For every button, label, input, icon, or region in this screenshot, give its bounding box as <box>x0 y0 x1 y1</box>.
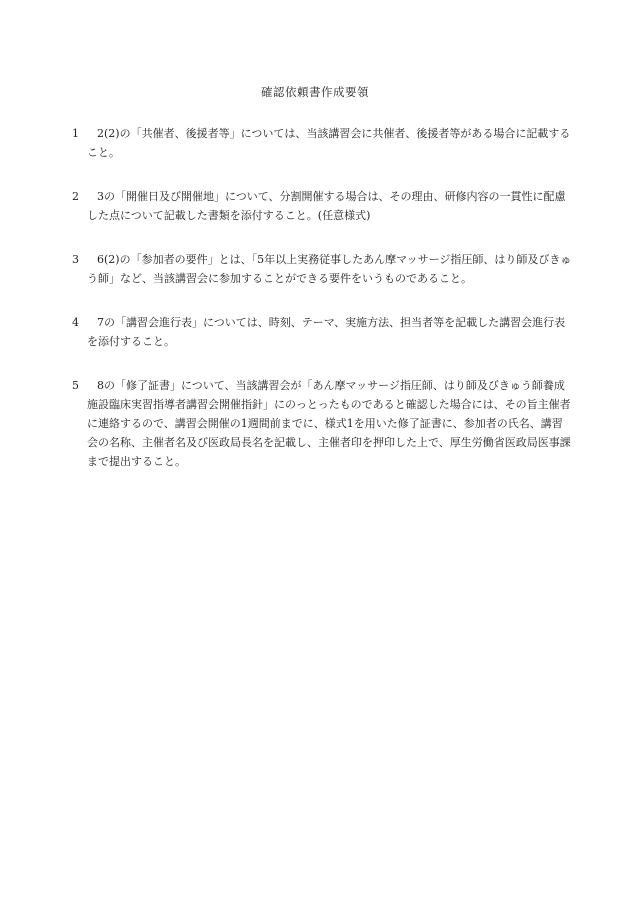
list-item <box>72 313 572 351</box>
item-number: 2 <box>72 190 79 203</box>
item-text: 6(2)の「参加者の要件」とは、「5年以上実務従事したあん摩マッサージ指圧師、はり師及びきゅう師」など、当該講習会に参加することができる要件をいうものであること。 <box>87 253 572 285</box>
item-text: 7の「講習会進行表」については、時刻、テーマ、実施方法、担当者等を記載した講習会進行表を添付すること。 <box>87 316 566 348</box>
item-number: 1 <box>72 127 79 140</box>
item-number: 5 <box>72 379 79 392</box>
item-text: 8の「修了証書」について、当該講習会が「あん摩マッサージ指圧師、はり師及びきゅう師養成施設臨床実習指導者講習会開催指針」にのっとったものであると確認した場合には、その旨主催者に連絡するので、講習会開催の1週間前までに、様式1を用いた修了証書に、参加者の氏名、講習会の名称、主催者名及び医政局長名を記載し、主催者印を押印した上で、厚生労働省医政局医事課まで提出すること。 <box>87 379 571 468</box>
list-item <box>72 187 572 225</box>
list-item <box>72 124 572 162</box>
item-number: 4 <box>72 316 79 329</box>
item-number: 3 <box>72 253 79 266</box>
instruction-list <box>72 124 572 496</box>
item-text: 2(2)の「共催者、後援者等」については、当該講習会に共催者、後援者等がある場合に記載すること。 <box>87 127 571 159</box>
document-title: 確認依頼書作成要領 <box>261 85 369 99</box>
list-item <box>72 250 572 288</box>
item-text: 3の「開催日及び開催地」について、分割開催する場合は、その理由、研修内容の一貫性に配慮した点について記載した書類を添付すること。(任意様式) <box>87 190 566 222</box>
list-item <box>72 376 572 471</box>
